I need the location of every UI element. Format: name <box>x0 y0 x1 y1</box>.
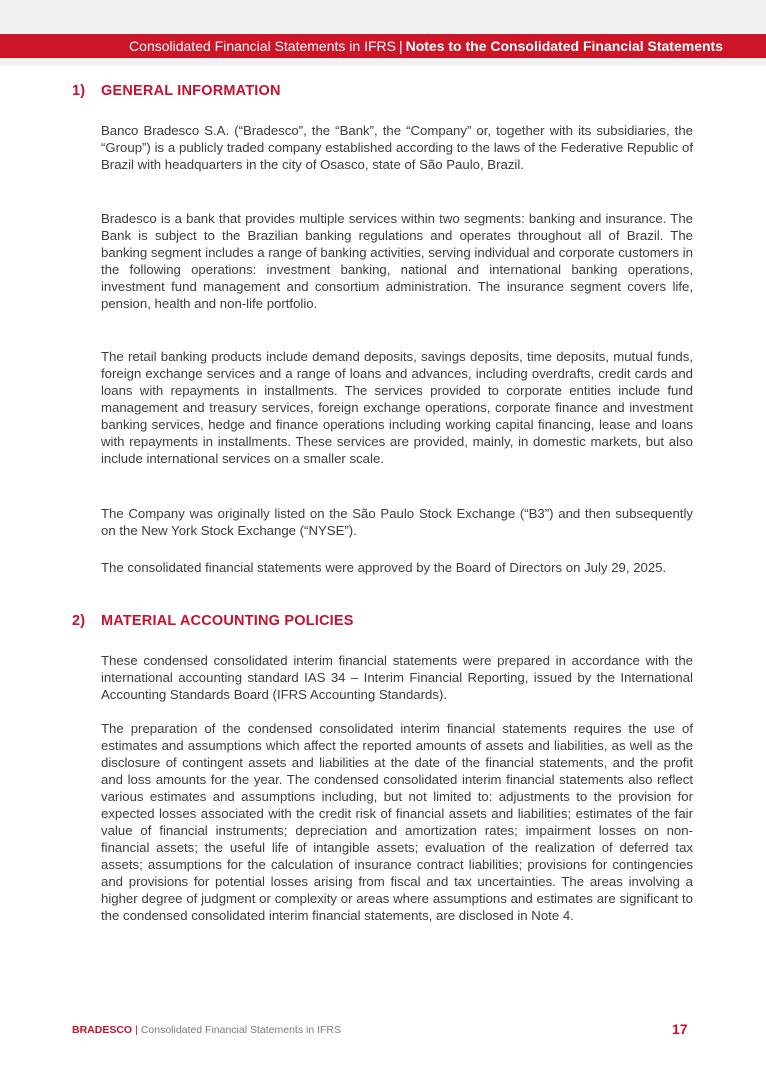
section-number: 1) <box>72 83 86 99</box>
top-strip <box>0 0 766 34</box>
header-banner <box>0 34 766 58</box>
footer-brand: BRADESCO <box>72 1024 133 1036</box>
paragraph: The preparation of the condensed consolidated interim financial statements requires the use of estimates and assumptions which affect the reported amounts of assets and liabilities, as well as the disclosure of contingent assets and liabilities at the date of the financial statements, and the profit and loss amounts for the year. The condensed consolidated interim financial statements also reflect various estimates and assumptions including, but not limited to: adjustments to the provision for expected losses associated with the credit risk of financial assets and liabilities; estimates of the fair value of financial instruments; depreciation and amortization rates; impairment losses on non-financial assets; the useful life of intangible assets; evaluation of the realization of deferred tax assets; assumptions for the calculation of insurance contract liabilities; provisions for contingencies and provisions for potential losses arising from fiscal and tax uncertainties. The areas involving a higher degree of judgment or complexity or areas where assumptions and estimates are significant to the condensed consolidated interim financial statements, are disclosed in Note 4. <box>101 721 693 923</box>
paragraph: The retail banking products include demand deposits, savings deposits, time deposits, mutual funds, foreign exchange services and a range of loans and advances, including overdrafts, credit cards and loans with repayments in installments. The services provided to corporate entities include fund management and treasury services, foreign exchange operations, corporate finance and investment banking services, hedge and finance operations including working capital financing, lease and loans with repayments in installments. These services are provided, mainly, in domestic markets, but also include international services on a smaller scale. <box>101 349 693 466</box>
paragraph: Bradesco is a bank that provides multiple services within two segments: banking and insurance. The Bank is subject to the Brazilian banking regulations and operates throughout all of Brazil. The banking segment includes a range of banking activities, serving individual and corporate customers in the following operations: investment banking, national and international banking operations, investment fund management and consortium administration. The insurance segment covers life, pension, health and non-life portfolio. <box>101 211 693 311</box>
paragraph: The consolidated financial statements were approved by the Board of Directors on July 29, 2025. <box>101 560 667 575</box>
section-title: MATERIAL ACCOUNTING POLICIES <box>101 613 354 629</box>
paragraph: These condensed consolidated interim financial statements were prepared in accordance with the international accounting standard IAS 34 – Interim Financial Reporting, issued by the International Accounting Standards Board (IFRS Accounting Standards). <box>101 653 693 702</box>
paragraph: Banco Bradesco S.A. (“Bradesco”, the “Bank”, the “Company” or, together with its subsidiaries, the “Group”) is a publicly traded company established according to the laws of the Federative Republic of Brazil with headquarters in the city of Osasco, state of São Paulo, Brazil. <box>101 123 693 172</box>
section-heading-material-accounting-policies <box>72 613 354 629</box>
footer-text: Consolidated Financial Statements in IFRS <box>140 1024 342 1036</box>
section-heading-general-information <box>72 83 281 99</box>
header-right-title: Notes to the Consolidated Financial Statements <box>405 38 723 54</box>
footer-separator: | <box>135 1024 138 1036</box>
header-left-title: Consolidated Financial Statements in IFRS <box>129 38 396 54</box>
footer <box>72 1024 341 1036</box>
header-separator: | <box>398 38 403 54</box>
page-number: 17 <box>672 1021 688 1037</box>
section-number: 2) <box>72 613 86 629</box>
section-title: GENERAL INFORMATION <box>101 83 281 99</box>
header-sub-strip <box>0 58 766 66</box>
paragraph: The Company was originally listed on the São Paulo Stock Exchange (“B3”) and then subsequently on the New York Stock Exchange (“NYSE”). <box>101 506 693 538</box>
